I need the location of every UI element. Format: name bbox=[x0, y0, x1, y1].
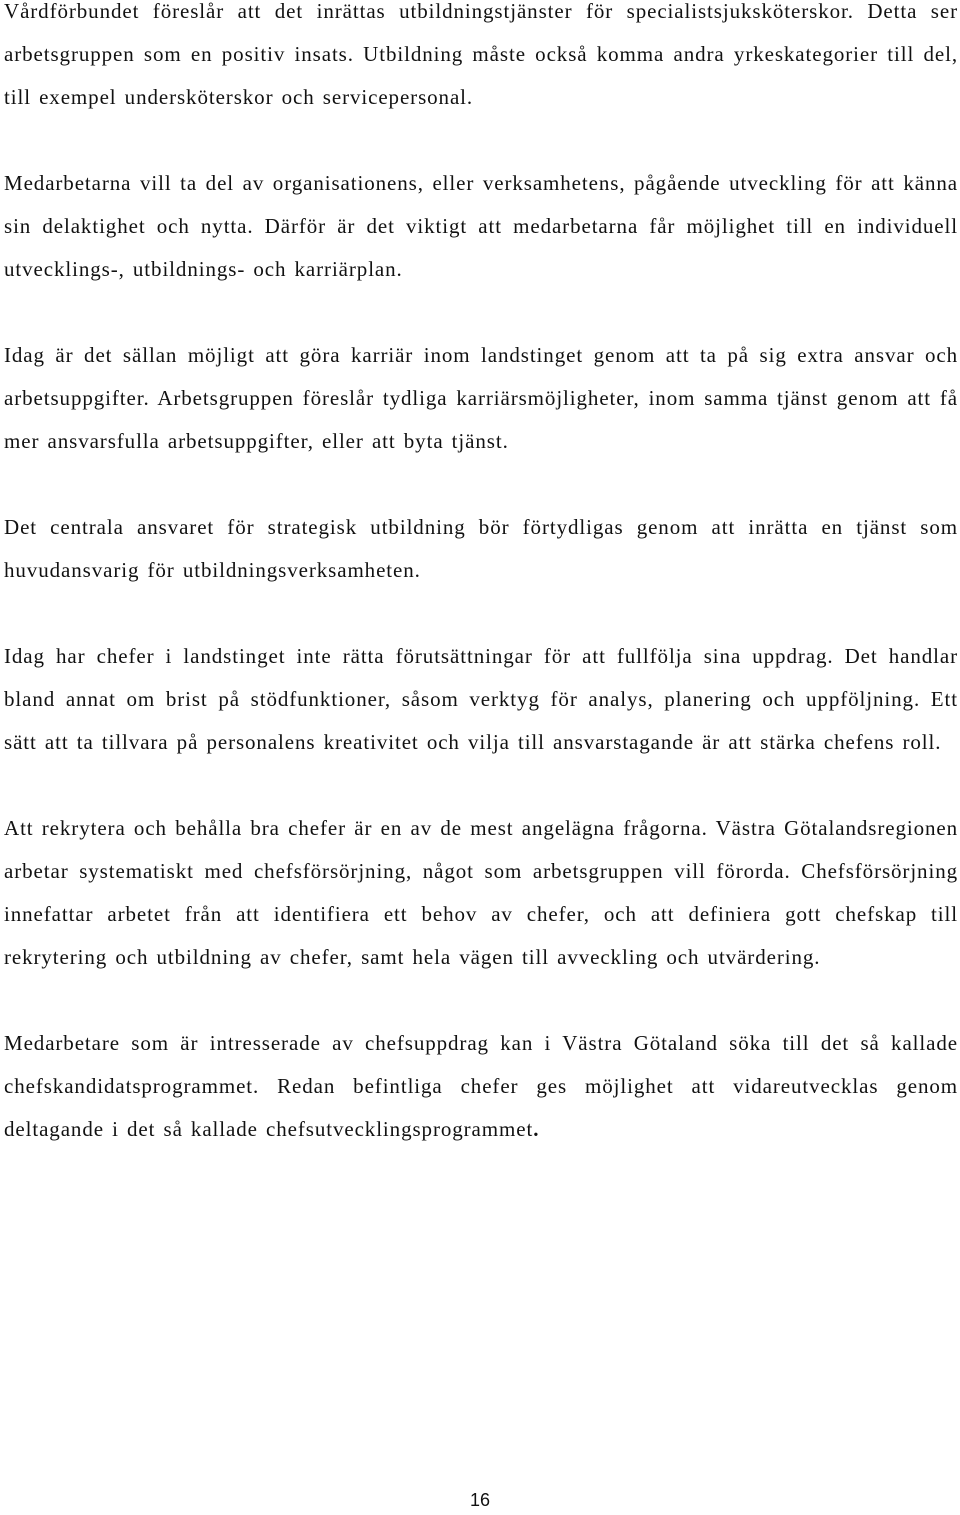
paragraph-6: Att rekrytera och behålla bra chefer är en av de mest angelägna frågorna. Västra Götalandsregionen arbetar systematiskt med chefsförsörjning, något som arbetsgruppen vill förorda. Chefsförsörjning innefattar arbetet från att identifiera ett behov av chefer, och att definiera gott chefskap till rekrytering och utbildning av chefer, samt hela vägen till avveckling och utvärdering. bbox=[4, 816, 958, 969]
paragraph-3: Idag är det sällan möjligt att göra karriär inom landstinget genom att ta på sig extra ansvar och arbetsuppgifter. Arbetsgruppen föreslår tydliga karriärsmöjligheter, inom samma tjänst genom att få mer ansvarsfulla arbetsuppgifter, eller att byta tjänst. bbox=[4, 343, 958, 453]
paragraph-7-final-period: . bbox=[533, 1117, 540, 1141]
paragraph-7-text: Medarbetare som är intresserade av chefsuppdrag kan i Västra Götaland söka till det så kallade chefskandidatsprogrammet. Redan befintliga chefer ges möjlighet att vidareutvecklas genom deltagande i det så kallade chefsutvecklingsprogrammet bbox=[4, 1031, 958, 1141]
paragraph-4: Det centrala ansvaret för strategisk utbildning bör förtydligas genom att inrätta en tjänst som huvudansvarig för utbildningsverksamheten. bbox=[4, 515, 958, 582]
page-number: 16 bbox=[469, 1490, 491, 1510]
paragraph-7 bbox=[4, 1022, 958, 1151]
paragraph-1: Vårdförbundet föreslår att det inrättas utbildningstjänster för specialistsjuksköterskor. Detta ser arbetsgruppen som en positiv insats. Utbildning måste också komma andra yrkeskategorier till del, till exempel undersköterskor och servicepersonal. bbox=[4, 0, 958, 109]
document-body bbox=[4, 0, 958, 1151]
paragraph-5: Idag har chefer i landstinget inte rätta förutsättningar för att fullfölja sina uppdrag. Det handlar bland annat om brist på stödfunktioner, såsom verktyg för analys, planering och uppföljning. Ett sätt att ta tillvara på personalens kreativitet och vilja till ansvarstagande är att stärka chefens roll. bbox=[4, 644, 958, 754]
paragraph-2: Medarbetarna vill ta del av organisationens, eller verksamhetens, pågående utveckling för att känna sin delaktighet och nytta. Därför är det viktigt att medarbetarna får möjlighet till en individuell utvecklings-, utbildnings- och karriärplan. bbox=[4, 171, 958, 281]
